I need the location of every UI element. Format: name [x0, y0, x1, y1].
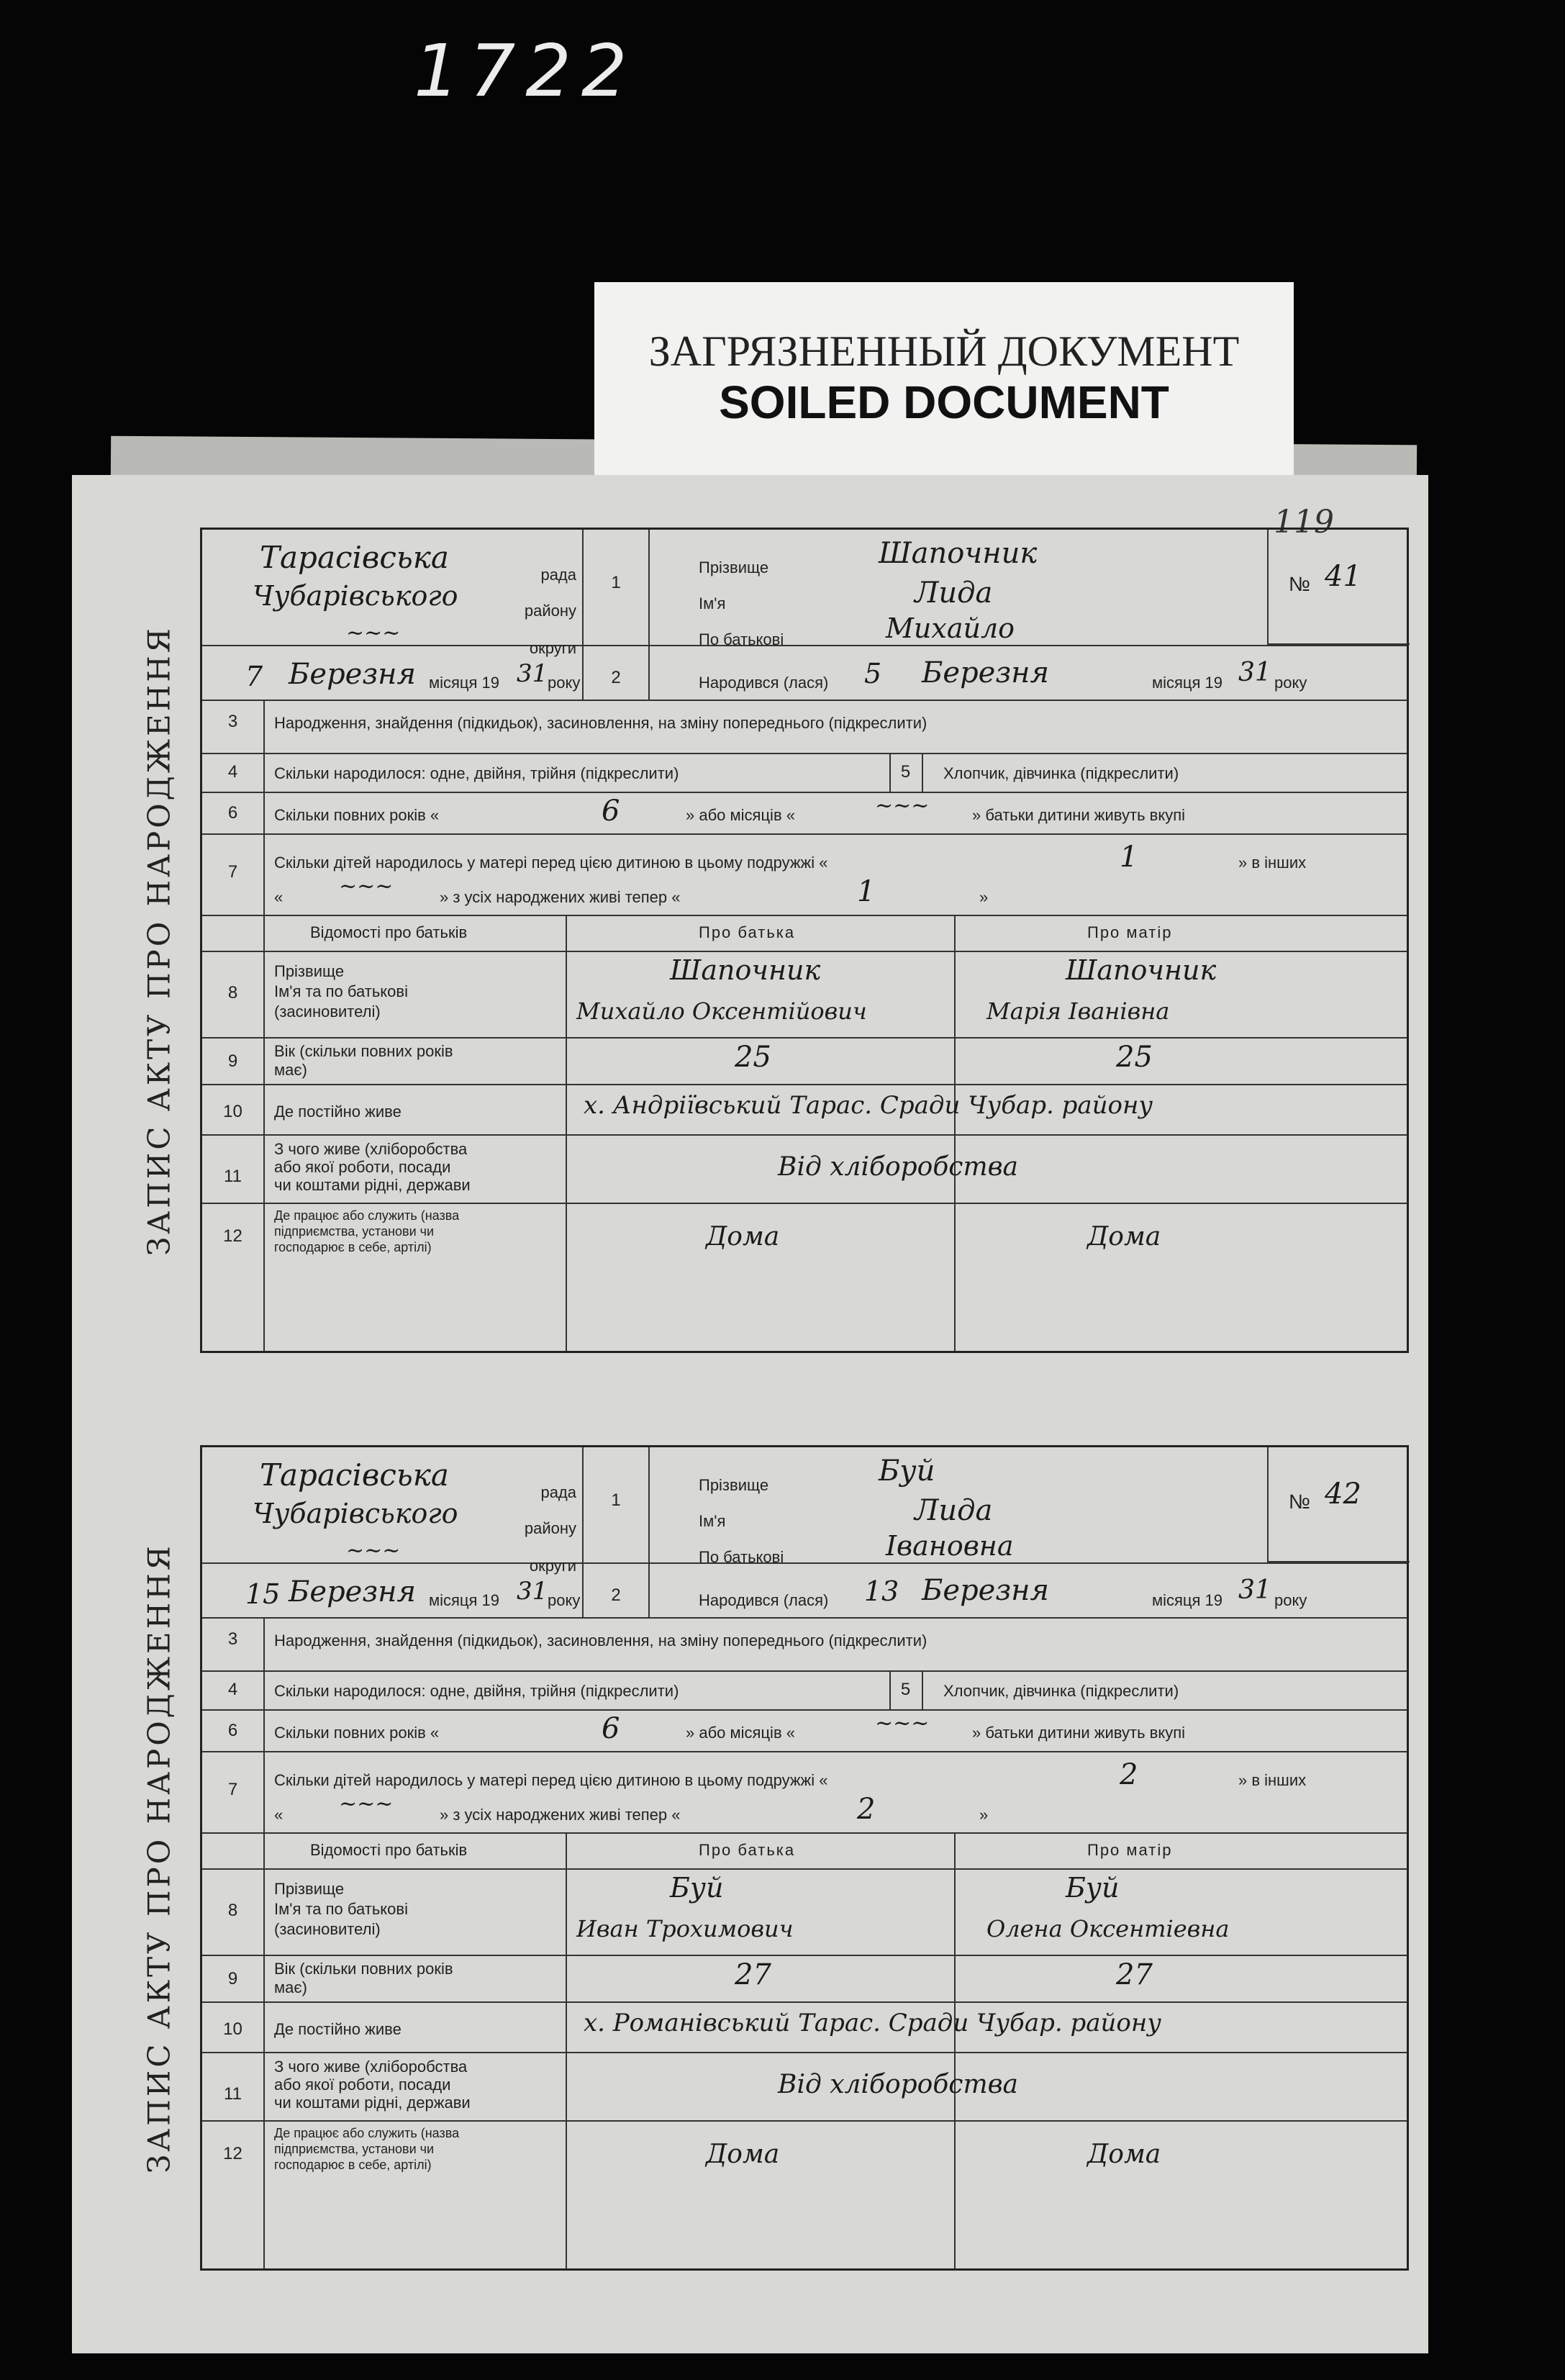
- rada-value: Тарасівська: [260, 540, 449, 575]
- row7-label-e: »: [979, 1806, 989, 1824]
- raion-value: Чубарівського: [253, 1498, 458, 1529]
- parents-header: Відомості про батьків: [310, 923, 468, 941]
- father-header: Про батька: [699, 1841, 796, 1859]
- rada-value: Тарасівська: [260, 1457, 449, 1493]
- name-label: Ім'я: [699, 594, 726, 612]
- mother-surname: Шапочник: [1066, 954, 1217, 986]
- name-value: Лида: [915, 576, 993, 610]
- birth-roku-label: року: [1274, 674, 1307, 692]
- birth-month: Березня: [922, 656, 1049, 689]
- row5-label: Хлопчик, дівчинка (підкреслити): [943, 1682, 1179, 1700]
- patronymic-label: По батькові: [699, 1548, 784, 1566]
- number-sign: №: [1289, 1490, 1311, 1513]
- children-alive: 1: [857, 875, 876, 908]
- reg-year: 31: [517, 659, 548, 688]
- surname-value: Буй: [879, 1454, 935, 1488]
- children-alive: 2: [857, 1793, 876, 1826]
- row7-label-c: «: [274, 888, 283, 906]
- name-value: Лида: [915, 1494, 993, 1527]
- father-surname: Шапочник: [670, 954, 821, 986]
- stamp-en: SOILED DOCUMENT: [719, 376, 1169, 428]
- patronymic-value: Івановна: [886, 1530, 1014, 1562]
- mother-header: Про матір: [1087, 923, 1173, 941]
- row7-label-d: » з усіх народжених живі тепер «: [440, 888, 681, 906]
- birth-year: 31: [1238, 658, 1271, 687]
- birth-day: 13: [864, 1575, 899, 1607]
- surname-label: Прізвище: [699, 558, 769, 576]
- row10-label: Де постійно живе: [274, 2020, 402, 2038]
- rada-label: рада: [540, 566, 576, 584]
- mother-name: Олена Оксентіевна: [986, 1915, 1230, 1942]
- row7-label-a: Скільки дітей народилось у матері перед цією дитиною в цьому подружжі «: [274, 854, 828, 872]
- patronymic-value: Михайло: [886, 612, 1015, 644]
- birth-misiatsia-label: місяця 19: [1152, 1591, 1223, 1609]
- raion-label: району: [524, 602, 576, 620]
- row9-label: Вік (скільки повних років має): [274, 1042, 453, 1079]
- mother-surname: Буй: [1066, 1872, 1120, 1904]
- row6-label-b: » або місяців «: [686, 1724, 795, 1742]
- row5-label: Хлопчик, дівчинка (підкреслити): [943, 764, 1179, 782]
- row3-label: Народження, знайдення (підкидьок), засиновлення, на зміну попереднього (підкреслити): [274, 1632, 927, 1650]
- row11-label: З чого живе (хліборобства або якої роботи, посади чи коштами рідні, держави: [274, 1140, 471, 1194]
- row10-label: Де постійно живе: [274, 1103, 402, 1121]
- surname-value: Шапочник: [879, 537, 1038, 570]
- residence: х. Романівський Тарас. Сради Чубар. району: [584, 2009, 1161, 2037]
- reg-month: Березня: [289, 1575, 416, 1608]
- rada-label: рада: [540, 1483, 576, 1501]
- born-label: Народився (лася): [699, 1591, 829, 1609]
- reg-year: 31: [517, 1577, 548, 1606]
- father-name: Михайло Оксентійович: [576, 997, 867, 1025]
- row8-label: Прізвище Ім'я та по батькові (засиновителі): [274, 1880, 408, 1938]
- record-side-title: ЗАПИС АКТУ ПРО НАРОДЖЕННЯ: [141, 1542, 177, 2173]
- row7-label-b: » в інших: [1238, 1771, 1307, 1789]
- birth-day: 5: [864, 658, 882, 689]
- reg-day: 7: [245, 661, 263, 692]
- okruhy-label: округи: [529, 639, 576, 657]
- father-header: Про батька: [699, 923, 796, 941]
- row12-label: Де працює або служить (назва підприємства, установи чи господарює в себе, артілі): [274, 2126, 460, 2172]
- record-number: 41: [1325, 560, 1361, 593]
- row6-label-c: » батьки дитини живуть вкупі: [972, 806, 1186, 824]
- row7-label-a: Скільки дітей народилось у матері перед цією дитиною в цьому подружжі «: [274, 1771, 828, 1789]
- children-this-marriage: 1: [1120, 841, 1138, 874]
- row9-label: Вік (скільки повних років має): [274, 1960, 453, 1996]
- reg-day: 15: [245, 1578, 281, 1610]
- roku-label: року: [548, 674, 581, 692]
- surname-label: Прізвище: [699, 1476, 769, 1494]
- mother-header: Про матір: [1087, 1841, 1173, 1859]
- stamp-ru: ЗАГРЯЗНЕННЫЙ ДОКУМЕНТ: [648, 327, 1240, 375]
- birth-record: ЗАПИС АКТУ ПРО НАРОДЖЕННЯ рада району округи Тарасівська Чубарівського ~~~ 15 Березня місяця 19 31 року 1 2 Прізвище Ім'я По батькові Буй Лида Івановна № 42 Народився (лася) 13 Березня місяця 19 31 року 3 Народження, знайдення (підкидьок), засиновлення, на зміну попереднього (підкреслити) 4 Скільки народилося: одне, двійня, трійня (підкреслити) 5 Хлопчик, дівчинка (підкреслити) 6 Скільки повних років « 6 » або місяців « ~~~ » батьки дитини живуть вкупі 7 Скільки дітей народилось у матері перед цією дитиною в цьому подружжі « 2 » в інших « ~~~ » з усіх народжених живі тепер « 2 » Відомості про батьків Про батька Про матір 8 Прізвище Ім'я та по батькові (засиновителі) Буй Иван Трохимович Буй Олена Оксентіевна 9 Вік (скільки повних років має) 27 27 10 Де постійно живе х. Романівський Тарас. Сради Чубар. району 11 З чого живе (хліборобства або якої роботи, посади чи коштами рідні, держави Від хліборобства 12 Де працює або служить (назва підприємства, установи чи господарює в себе, артілі) Дома Дома: [200, 1445, 1409, 2271]
- birth-record: ЗАПИС АКТУ ПРО НАРОДЖЕННЯ рада району округи Тарасівська Чубарівського ~~~ 7 Березня місяця 19 31 року 1 2 Прізвище Ім'я По батькові Шапочник Лида Михайло № 41 Народився (лася) 5 Березня місяця 19 31 року 3 Народження, знайдення (підкидьок), засиновлення, на зміну попереднього (підкреслити) 4 Скільки народилося: одне, двійня, трійня (підкреслити) 5 Хлопчик, дівчинка (підкреслити) 6 Скільки повних років « 6 » або місяців « ~~~ » батьки дитини живуть вкупі 7 Скільки дітей народилось у матері перед цією дитиною в цьому подружжі « 1 » в інших « ~~~ » з усіх народжених живі тепер « 1 » Відомості про батьків Про батька Про матір 8 Прізвище Ім'я та по батькові (засиновителі) Шапочник Михайло Оксентійович Шапочник Марія Іванівна 9 Вік (скільки повних років має) 25 25 10 Де постійно живе х. Андріївський Тарас. Сради Чубар. району 11 З чого живе (хліборобства або якої роботи, посади чи коштами рідні, держави Від хліборобства 12 Де працює або служить (назва підприємства, установи чи господарює в себе, артілі) Дома Дома: [200, 528, 1409, 1353]
- years-together: 6: [602, 1712, 620, 1745]
- mother-age: 25: [1116, 1041, 1153, 1074]
- archive-number: 1722: [414, 29, 638, 113]
- raion-label: району: [524, 1519, 576, 1537]
- months-together: ~~~: [875, 1711, 930, 1736]
- children-this-marriage: 2: [1120, 1758, 1138, 1791]
- father-work: Дома: [706, 1222, 780, 1252]
- mother-work: Дома: [1087, 1222, 1161, 1252]
- number-sign: №: [1289, 573, 1311, 595]
- row6-label-c: » батьки дитини живуть вкупі: [972, 1724, 1186, 1742]
- row7-label-c: «: [274, 1806, 283, 1824]
- parents-header: Відомості про батьків: [310, 1841, 468, 1859]
- okruhy-value: ~~~: [346, 620, 401, 646]
- row11-label: З чого живе (хліборобства або якої роботи, посади чи коштами рідні, держави: [274, 2058, 471, 2112]
- birth-misiatsia-label: місяця 19: [1152, 674, 1223, 692]
- okruhy-label: округи: [529, 1557, 576, 1575]
- record-side-title: ЗАПИС АКТУ ПРО НАРОДЖЕННЯ: [141, 625, 177, 1256]
- row7-label-b: » в інших: [1238, 854, 1307, 872]
- mother-age: 27: [1116, 1958, 1153, 1991]
- residence: х. Андріївський Тарас. Сради Чубар. району: [584, 1091, 1153, 1120]
- corner-number: 119: [1274, 504, 1334, 540]
- father-surname: Буй: [670, 1872, 724, 1904]
- row6-label-b: » або місяців «: [686, 806, 795, 824]
- reg-month: Березня: [289, 658, 416, 691]
- birth-month: Березня: [922, 1574, 1049, 1607]
- row6-label-a: Скільки повних років «: [274, 806, 440, 824]
- row4-label: Скільки народилося: одне, двійня, трійня (підкреслити): [274, 764, 679, 782]
- soiled-stamp: [594, 282, 1294, 492]
- born-label: Народився (лася): [699, 674, 829, 692]
- row6-label-a: Скільки повних років «: [274, 1724, 440, 1742]
- row4-label: Скільки народилося: одне, двійня, трійня (підкреслити): [274, 1682, 679, 1700]
- okruhy-value: ~~~: [346, 1538, 401, 1563]
- father-age: 25: [735, 1041, 771, 1074]
- livelihood: Від хліборобства: [778, 1152, 1019, 1182]
- raion-value: Чубарівського: [253, 580, 458, 612]
- row3-label: Народження, знайдення (підкидьок), засиновлення, на зміну попереднього (підкреслити): [274, 714, 927, 732]
- roku-label: року: [548, 1591, 581, 1609]
- misiatsia-label: місяця 19: [429, 674, 500, 692]
- row7-label-e: »: [979, 888, 989, 906]
- years-together: 6: [602, 795, 620, 828]
- birth-year: 31: [1238, 1575, 1271, 1605]
- months-together: ~~~: [875, 793, 930, 818]
- children-other: ~~~: [339, 874, 394, 899]
- livelihood: Від хліборобства: [778, 2070, 1019, 2099]
- mother-name: Марія Іванівна: [986, 997, 1170, 1025]
- father-name: Иван Трохимович: [576, 1915, 794, 1942]
- father-age: 27: [735, 1958, 771, 1991]
- record-number: 42: [1325, 1478, 1361, 1511]
- misiatsia-label: місяця 19: [429, 1591, 500, 1609]
- mother-work: Дома: [1087, 2140, 1161, 2169]
- row8-label: Прізвище Ім'я та по батькові (засиновителі): [274, 962, 408, 1021]
- row12-label: Де працює або служить (назва підприємства, установи чи господарює в себе, артілі): [274, 1208, 460, 1254]
- row7-label-d: » з усіх народжених живі тепер «: [440, 1806, 681, 1824]
- birth-roku-label: року: [1274, 1591, 1307, 1609]
- patronymic-label: По батькові: [699, 630, 784, 648]
- father-work: Дома: [706, 2140, 780, 2169]
- children-other: ~~~: [339, 1791, 394, 1816]
- name-label: Ім'я: [699, 1512, 726, 1530]
